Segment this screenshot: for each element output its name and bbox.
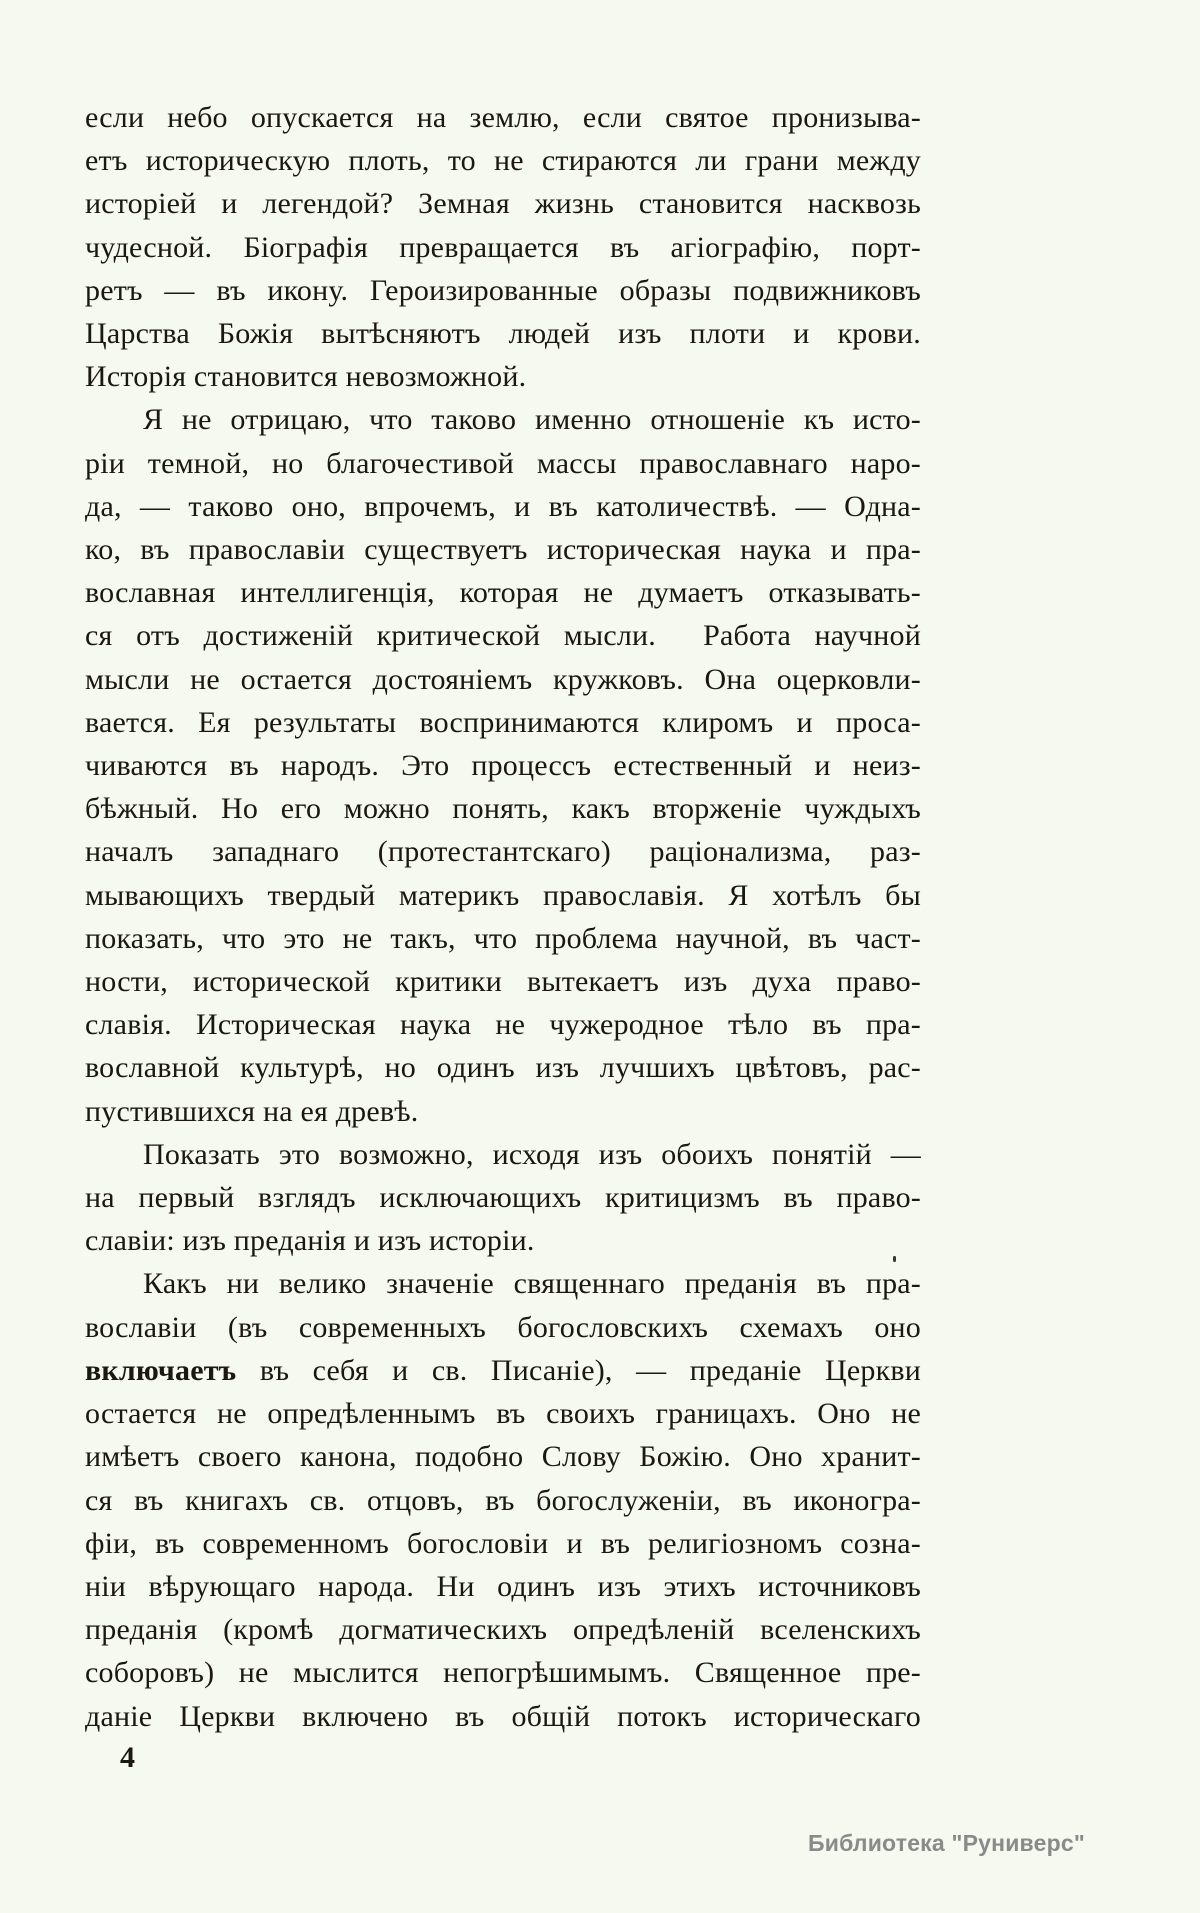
text-line: началъ западнаго (протестантскаго) раціонализма, раз- [85,835,921,869]
page-text [85,96,921,1738]
scan-speck [893,1256,896,1262]
text-line: ріи темной, но благочестивой массы православнаго наро- [85,446,921,480]
bold-word: включаетъ [85,1353,237,1387]
text-line: вославная интеллигенція, которая не думаетъ отказывать- [85,576,921,610]
text-line: Исторія становится невозможной. [85,360,527,394]
text-line: ретъ — въ икону. Героизированные образы подвижниковъ [85,273,921,307]
text-line: ности, исторической критики вытекаетъ изъ духа право- [85,965,921,999]
text-line: остается не опредѣленнымъ въ своихъ границахъ. Оно не [85,1397,921,1431]
text-line: чиваются въ народъ. Это процессъ естественный и неиз- [85,749,921,783]
text-line: мысли не остается достояніемъ кружковъ. Она оцерковли- [85,662,921,696]
text-line: ся въ книгахъ св. отцовъ, въ богослуженіи, въ иконогра- [85,1483,921,1517]
text-line: Показать это возможно, исходя изъ обоихъ понятій — [143,1137,921,1171]
text-line: показать, что это не такъ, что проблема научной, въ част- [85,921,921,955]
page-number: 4 [120,1741,135,1774]
text-line: имѣетъ своего канона, подобно Слову Божію. Оно хранит- [85,1440,921,1474]
text-line: если небо опускается на землю, если святое пронизыва- [85,101,921,134]
text-line: соборовъ) не мыслится непогрѣшимымъ. Священное пре- [85,1656,921,1690]
text-line: славія. Историческая наука не чужеродное тѣло въ пра- [85,1008,921,1042]
text-line: фіи, въ современномъ богословіи и въ религіозномъ созна- [85,1526,921,1560]
text-line: мывающихъ твердый материкъ православія. Я хотѣлъ бы [85,878,921,912]
text-line: бѣжный. Но его можно понять, какъ вторженіе чуждыхъ [85,792,921,826]
library-watermark: Библиотека "Руниверс" [808,1830,1085,1856]
text-line: славіи: изъ преданія и изъ исторіи. [85,1224,535,1258]
text-line: включаетъ въ себя и св. Писаніе), — преданіе Церкви [85,1353,921,1387]
text-line: даніе Церкви включено въ общій потокъ историческаго [85,1699,921,1733]
text-line: Я не отрицаю, что таково именно отношеніе къ исто- [143,403,921,437]
text-line: ніи вѣрующаго народа. Ни одинъ изъ этихъ источниковъ [85,1569,921,1603]
text-line: на первый взглядъ исключающихъ критицизмъ въ право- [85,1181,921,1215]
text-line: етъ историческую плоть, то не стираются ли грани между [85,144,921,178]
text-line: Царства Божія вытѣсняютъ людей изъ плоти и крови. [85,317,921,351]
text-line: да, — таково оно, впрочемъ, и въ католичествѣ. — Одна- [85,489,921,523]
text-line: чудесной. Біографія превращается въ агіографію, порт- [85,230,921,264]
text-line: Какъ ни велико значеніе священнаго преданія въ пра- [143,1267,921,1301]
text-line: вославной культурѣ, но одинъ изъ лучшихъ цвѣтовъ, рас- [85,1051,921,1085]
text-line: вается. Ея результаты воспринимаются клиромъ и проса- [85,705,921,739]
text-line: пустившихся на ея древѣ. [85,1094,419,1128]
text-line: ся отъ достиженій критической мысли. Работа научной [85,619,921,653]
text-line: преданія (кромѣ догматическихъ опредѣленій вселенскихъ [85,1613,921,1647]
text-line: вославіи (въ современныхъ богословскихъ схемахъ оно [85,1310,921,1344]
text-line: исторіей и легендой? Земная жизнь становится насквозь [85,187,921,221]
text-line: ко, въ православіи существуетъ историческая наука и пра- [85,533,921,567]
